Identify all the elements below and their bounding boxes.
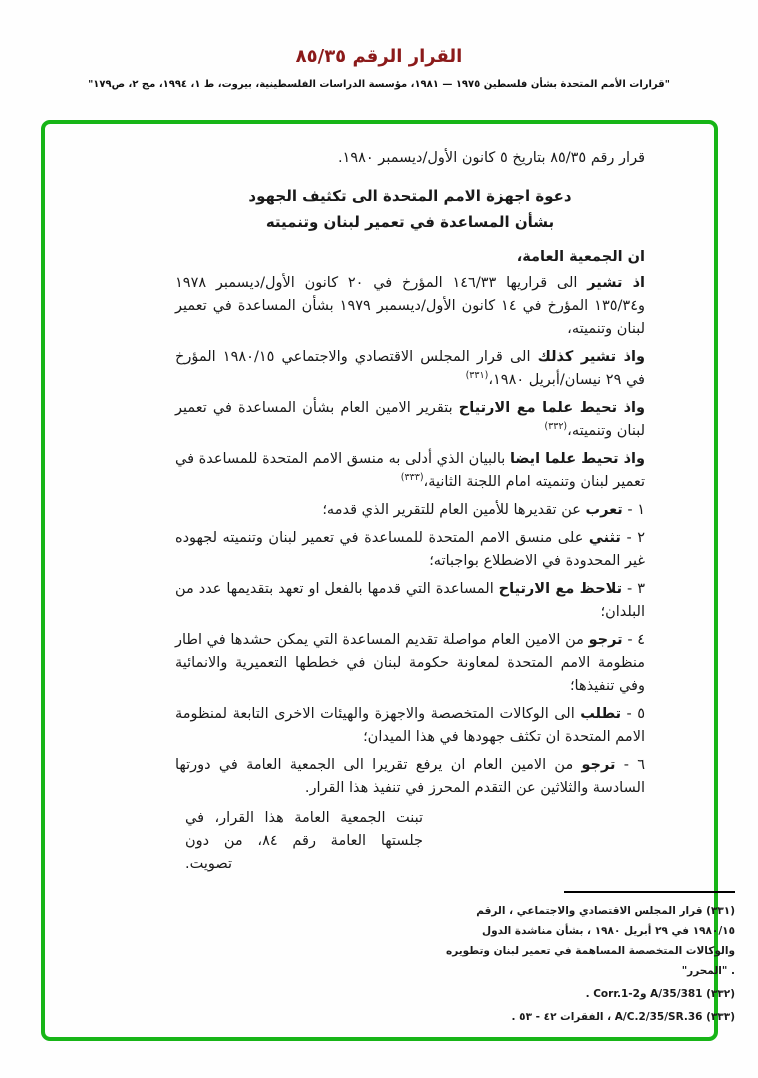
operative-lead: ترجو [581,757,616,773]
operative-paragraph-2 [175,527,645,573]
preamble-paragraph-2 [175,346,645,392]
resolution-heading [175,183,645,235]
operative-text: من الامين العام ان يرفع تقريرا الى الجمعية العامة في دورتها السادسة والثلاثين عن التقدم المحرز في تنفيذ هذا القرار. [175,757,645,796]
footnote-ref-332: (٣٣٢) [544,421,568,433]
operative-lead: تطلب [580,706,622,722]
operative-paragraph-3 [175,578,645,624]
document-header [0,46,758,90]
operative-lead: تعرب [585,502,623,518]
operative-text: المساعدة التي قدمها بالفعل او تعهد بتقديمها عدد من البلدان؛ [175,581,645,620]
preamble-lead: اذ تشير [587,275,646,291]
operative-paragraph-6 [175,754,645,800]
operative-lead: ترجو [588,632,623,648]
preamble-paragraph-1 [175,272,645,341]
preamble-text: بالبيان الذي أدلى به منسق الامم المتحدة للمساعدة في تعمير لبنان وتنميته امام اللجنة الثانية، [175,451,645,490]
footnote-ref-331: (٣٣١) [465,370,489,382]
item-number: ١ - [627,502,645,518]
operative-paragraph-4 [175,629,645,698]
operative-paragraph-5 [175,703,645,749]
source-citation: "قرارات الأمم المتحدة بشأن فلسطين ١٩٧٥ — ١٩٨١، مؤسسة الدراسات الفلسطينية، بيروت، ط ١، ١٩٩٤، مج ٢، ص١٧٩" [88,79,670,90]
operative-lead: تلاحظ مع الارتياح [498,581,623,597]
resolution-title: القرار الرقم ٨٥/٣٥ [295,46,463,67]
operative-text: من الامين العام مواصلة تقديم المساعدة التي يمكن حشدها في اطار منظومة الامم المتحدة لمعاونة حكومة لبنان في خططها التعميرية والانمائية وفي تنفيذها؛ [175,632,645,694]
footnote-331: (٣٣١) قرار المجلس الاقتصادي والاجتماعي ، الرقم ١٩٨٠/١٥ في ٢٩ أبريل ١٩٨٠ ، بشأن مناشدة الدول والوكالات المتخصصة المساهمة في تعمير لبنان وتطويره . "المحرر" [446,905,735,977]
operative-text: عن تقديرها للأمين العام للتقرير الذي قدمه؛ [322,502,581,518]
resolution-body [175,147,735,1030]
heading-line-2: بشأن المساعدة في تعمير لبنان وتنميته [265,213,555,231]
operative-lead: تثني [588,530,621,546]
preamble-paragraph-3 [175,397,645,443]
preamble-lead: واذ تشير كذلك [537,349,645,365]
item-number: ٦ - [623,757,646,773]
preamble-text: بتقرير الامين العام بشأن المساعدة في تعمير لبنان وتنميته، [175,400,645,439]
footnote-333: (٣٣٣) A/C.2/35/SR.36 ، الفقرات ٤٢ - ٥٣ . [511,1011,735,1023]
footnote-332: (٣٣٢) A/35/381 وCorr.1-2 . [585,988,735,1000]
operative-paragraph-1 [175,499,645,522]
preamble-text: الى قرار المجلس الاقتصادي والاجتماعي ١٩٨٠/١٥ المؤرخ في ٢٩ نيسان/أبريل ١٩٨٠، [175,349,645,388]
heading-line-1: دعوة اجهزة الامم المتحدة الى تكثيف الجهود [248,187,572,205]
adoption-note: تبنت الجمعية العامة هذا القرار، في جلستها العامة رقم ٨٤، من دون تصويت. [185,810,423,872]
operative-text: على منسق الامم المتحدة للمساعدة في تعمير لبنان وتنميته لجهوده غير المحدودة في الاضطلاع بواجباته؛ [175,530,645,569]
resolution-date-line: قرار رقم ٨٥/٣٥ بتاريخ ٥ كانون الأول/ديسمبر ١٩٨٠. [337,150,645,166]
footnote-ref-333: (٣٣٣) [400,472,424,484]
preamble-lead: واذ تحيط علما مع الارتياح [458,400,646,416]
item-number: ٣ - [627,581,646,597]
preamble-lead: واذ تحيط علما ايضا [509,451,646,467]
footnote-divider-rule [564,891,735,893]
item-number: ٢ - [626,530,646,546]
item-number: ٥ - [626,706,646,722]
resolution-text-flow [175,147,645,876]
opening-formula: ان الجمعية العامة، [516,249,645,265]
footnotes-section [443,891,735,1027]
preamble-paragraph-4 [175,448,645,494]
item-number: ٤ - [627,632,646,648]
preamble-text: الى قراريها ١٤٦/٣٣ المؤرخ في ٢٠ كانون الأول/ديسمبر ١٩٧٨ و١٣٥/٣٤ المؤرخ في ١٤ كانون الأول/ديسمبر ١٩٧٩ بشأن المساعدة في تعمير لبنان وتنميته، [175,275,645,337]
operative-text: الى الوكالات المتخصصة والاجهزة والهيئات الاخرى التابعة لمنظومة الامم المتحدة ان تكثف جهودها في هذا الميدان؛ [175,706,645,745]
